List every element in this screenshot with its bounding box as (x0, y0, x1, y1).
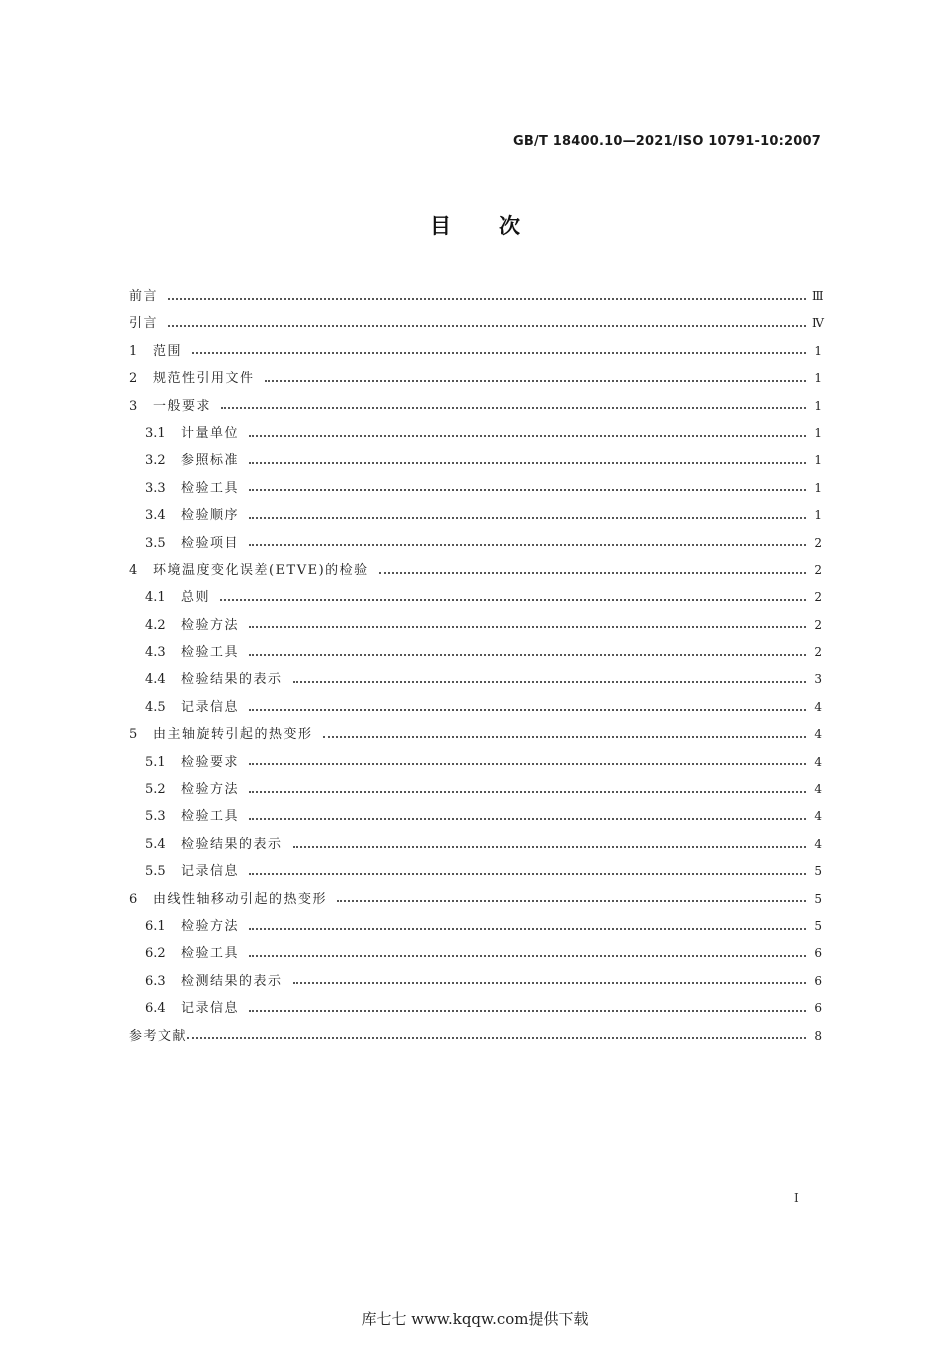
toc-entry[interactable] (129, 694, 822, 721)
toc-entry-number: 4.5 (145, 699, 166, 715)
toc-entry[interactable] (129, 557, 822, 584)
toc-entry[interactable] (129, 858, 822, 885)
toc-entry[interactable] (129, 886, 822, 913)
toc-entry-page: 2 (814, 590, 822, 605)
toc-entry-label: 检验工具 (181, 809, 240, 825)
toc-entry-label: 检验结果的表示 (181, 672, 283, 688)
toc-dot-leader (293, 982, 806, 984)
toc-dot-leader (187, 1037, 806, 1039)
toc-entry-number: 5.2 (145, 782, 166, 798)
toc-entry[interactable] (129, 803, 822, 830)
toc-entry-page: 8 (814, 1028, 822, 1043)
page-number: Ⅰ (794, 1191, 799, 1205)
toc-entry-label: 检验方法 (181, 918, 240, 934)
toc-dot-leader (249, 544, 806, 546)
toc-entry-label: 记录信息 (181, 1001, 240, 1017)
toc-entry[interactable] (129, 420, 822, 447)
toc-entry-number: 3.3 (145, 480, 166, 496)
toc-dot-leader (168, 325, 806, 327)
toc-entry-label: 检验要求 (181, 754, 240, 770)
toc-entry-page: 2 (814, 617, 822, 632)
toc-entry-number: 4.3 (145, 645, 166, 661)
toc-dot-leader (249, 626, 806, 628)
toc-dot-leader (249, 489, 806, 491)
toc-entry-page: 1 (814, 480, 822, 495)
toc-entry-page: 3 (814, 672, 822, 687)
toc-entry-number: 6.3 (145, 973, 166, 989)
toc-dot-leader (249, 763, 806, 765)
toc-entry[interactable] (129, 530, 822, 557)
toc-entry[interactable] (129, 940, 822, 967)
toc-entry-label: 计量单位 (181, 425, 240, 441)
toc-dot-leader (265, 380, 806, 382)
toc-dot-leader (192, 352, 806, 354)
toc-entry-page: 1 (814, 453, 822, 468)
toc-entry[interactable] (129, 393, 822, 420)
toc-entry-number: 5.3 (145, 809, 166, 825)
toc-dot-leader (249, 435, 806, 437)
toc-entry[interactable] (129, 995, 822, 1022)
toc-entry-label: 检验方法 (181, 617, 240, 633)
toc-entry-page: 4 (814, 836, 822, 851)
toc-dot-leader (249, 818, 806, 820)
toc-entry-page: 1 (814, 343, 822, 358)
toc-entry[interactable] (129, 447, 822, 474)
toc-dot-leader (220, 599, 806, 601)
toc-dot-leader (337, 900, 806, 902)
toc-dot-leader (293, 681, 806, 683)
toc-entry-label: 记录信息 (181, 864, 240, 880)
toc-entry-label: 由主轴旋转引起的热变形 (153, 727, 313, 743)
toc-entry-page: 2 (814, 562, 822, 577)
standard-number-header: GB/T 18400.10—2021/ISO 10791-10:2007 (513, 134, 821, 149)
toc-entry-number: 5 (129, 727, 138, 743)
toc-entry-page: 5 (814, 891, 822, 906)
toc-entry-page: 1 (814, 398, 822, 413)
toc-entry-label: 范围 (153, 343, 183, 359)
toc-entry-page: 6 (814, 973, 822, 988)
toc-entry-label: 检验工具 (181, 645, 240, 661)
toc-entry-page: Ⅲ (812, 289, 824, 303)
toc-entry-number: 3.2 (145, 453, 166, 469)
toc-entry[interactable] (129, 776, 822, 803)
toc-entry-label: 由线性轴移动引起的热变形 (153, 891, 328, 907)
toc-dot-leader (293, 846, 806, 848)
toc-dot-leader (168, 298, 806, 300)
toc-entry-number: 6.4 (145, 1001, 166, 1017)
toc-entry[interactable] (129, 502, 822, 529)
toc-entry[interactable] (129, 283, 822, 310)
toc-entry-page: 4 (814, 754, 822, 769)
toc-entry-number: 5.4 (145, 836, 166, 852)
toc-entry-number: 6.2 (145, 946, 166, 962)
toc-entry-page: 5 (814, 864, 822, 879)
toc-entry[interactable] (129, 1023, 822, 1050)
toc-entry[interactable] (129, 913, 822, 940)
toc-entry-label: 检验工具 (181, 480, 240, 496)
toc-dot-leader (249, 928, 806, 930)
toc-entry-page: 1 (814, 508, 822, 523)
toc-entry-number: 3.4 (145, 508, 166, 524)
toc-dot-leader (249, 654, 806, 656)
toc-list (129, 283, 822, 1050)
toc-entry-page: 2 (814, 645, 822, 660)
toc-entry-label: 参照标准 (181, 453, 240, 469)
toc-entry-number: 1 (129, 343, 138, 359)
toc-entry[interactable] (129, 639, 822, 666)
toc-entry-label: 前言 (129, 289, 159, 304)
toc-entry[interactable] (129, 831, 822, 858)
toc-entry[interactable] (129, 968, 822, 995)
toc-entry-label: 参考文献 (129, 1028, 188, 1044)
toc-dot-leader (249, 873, 806, 875)
toc-entry-label: 规范性引用文件 (153, 371, 255, 387)
toc-entry-number: 6 (129, 891, 138, 907)
toc-entry-label: 检验方法 (181, 782, 240, 798)
toc-entry[interactable] (129, 310, 822, 337)
toc-entry-label: 检测结果的表示 (181, 973, 283, 989)
toc-entry[interactable] (129, 666, 822, 693)
toc-entry-label: 检验结果的表示 (181, 836, 283, 852)
toc-dot-leader (249, 955, 806, 957)
toc-entry[interactable] (129, 749, 822, 776)
toc-entry-label: 检验工具 (181, 946, 240, 962)
toc-entry[interactable] (129, 612, 822, 639)
toc-dot-leader (379, 572, 806, 574)
toc-entry-label: 总则 (181, 590, 211, 606)
toc-entry-label: 一般要求 (153, 398, 212, 414)
toc-dot-leader (249, 462, 806, 464)
toc-entry[interactable] (129, 475, 822, 502)
toc-entry[interactable] (129, 721, 822, 748)
toc-entry-page: 5 (814, 918, 822, 933)
toc-dot-leader (249, 709, 806, 711)
toc-entry-label: 检验顺序 (181, 508, 240, 524)
toc-dot-leader (221, 407, 806, 409)
toc-entry-page: 6 (814, 946, 822, 961)
toc-entry-page: 1 (814, 425, 822, 440)
toc-entry-label: 记录信息 (181, 699, 240, 715)
toc-entry-label: 引言 (129, 316, 159, 332)
toc-entry[interactable] (129, 584, 822, 611)
toc-entry-number: 5.5 (145, 864, 166, 880)
toc-entry-number: 3.1 (145, 425, 166, 441)
footer-download-note: 库七七 www.kqqw.com提供下载 (361, 1310, 589, 1328)
toc-entry-page: 4 (814, 727, 822, 742)
toc-title: 目次 (430, 214, 568, 238)
toc-entry-number: 2 (129, 371, 138, 387)
toc-entry-page: 2 (814, 535, 822, 550)
toc-entry-number: 4.4 (145, 672, 166, 688)
toc-dot-leader (249, 791, 806, 793)
toc-entry-number: 4.2 (145, 617, 166, 633)
toc-entry-page: Ⅳ (812, 316, 824, 331)
toc-entry[interactable] (129, 338, 822, 365)
toc-entry-page: 4 (814, 699, 822, 714)
toc-entry-label: 环境温度变化误差(ETVE)的检验 (153, 562, 369, 578)
toc-entry-page: 4 (814, 782, 822, 797)
toc-entry-number: 3 (129, 398, 138, 414)
toc-entry-number: 3.5 (145, 535, 166, 551)
toc-entry-number: 4 (129, 562, 138, 578)
toc-dot-leader (323, 736, 806, 738)
toc-entry-label: 检验项目 (181, 535, 240, 551)
toc-entry-number: 6.1 (145, 918, 166, 934)
toc-entry-page: 6 (814, 1001, 822, 1016)
toc-dot-leader (249, 517, 806, 519)
toc-entry[interactable] (129, 365, 822, 392)
toc-entry-number: 4.1 (145, 590, 166, 606)
toc-entry-number: 5.1 (145, 754, 166, 770)
toc-dot-leader (249, 1010, 806, 1012)
toc-entry-page: 1 (814, 371, 822, 386)
toc-entry-page: 4 (814, 809, 822, 824)
